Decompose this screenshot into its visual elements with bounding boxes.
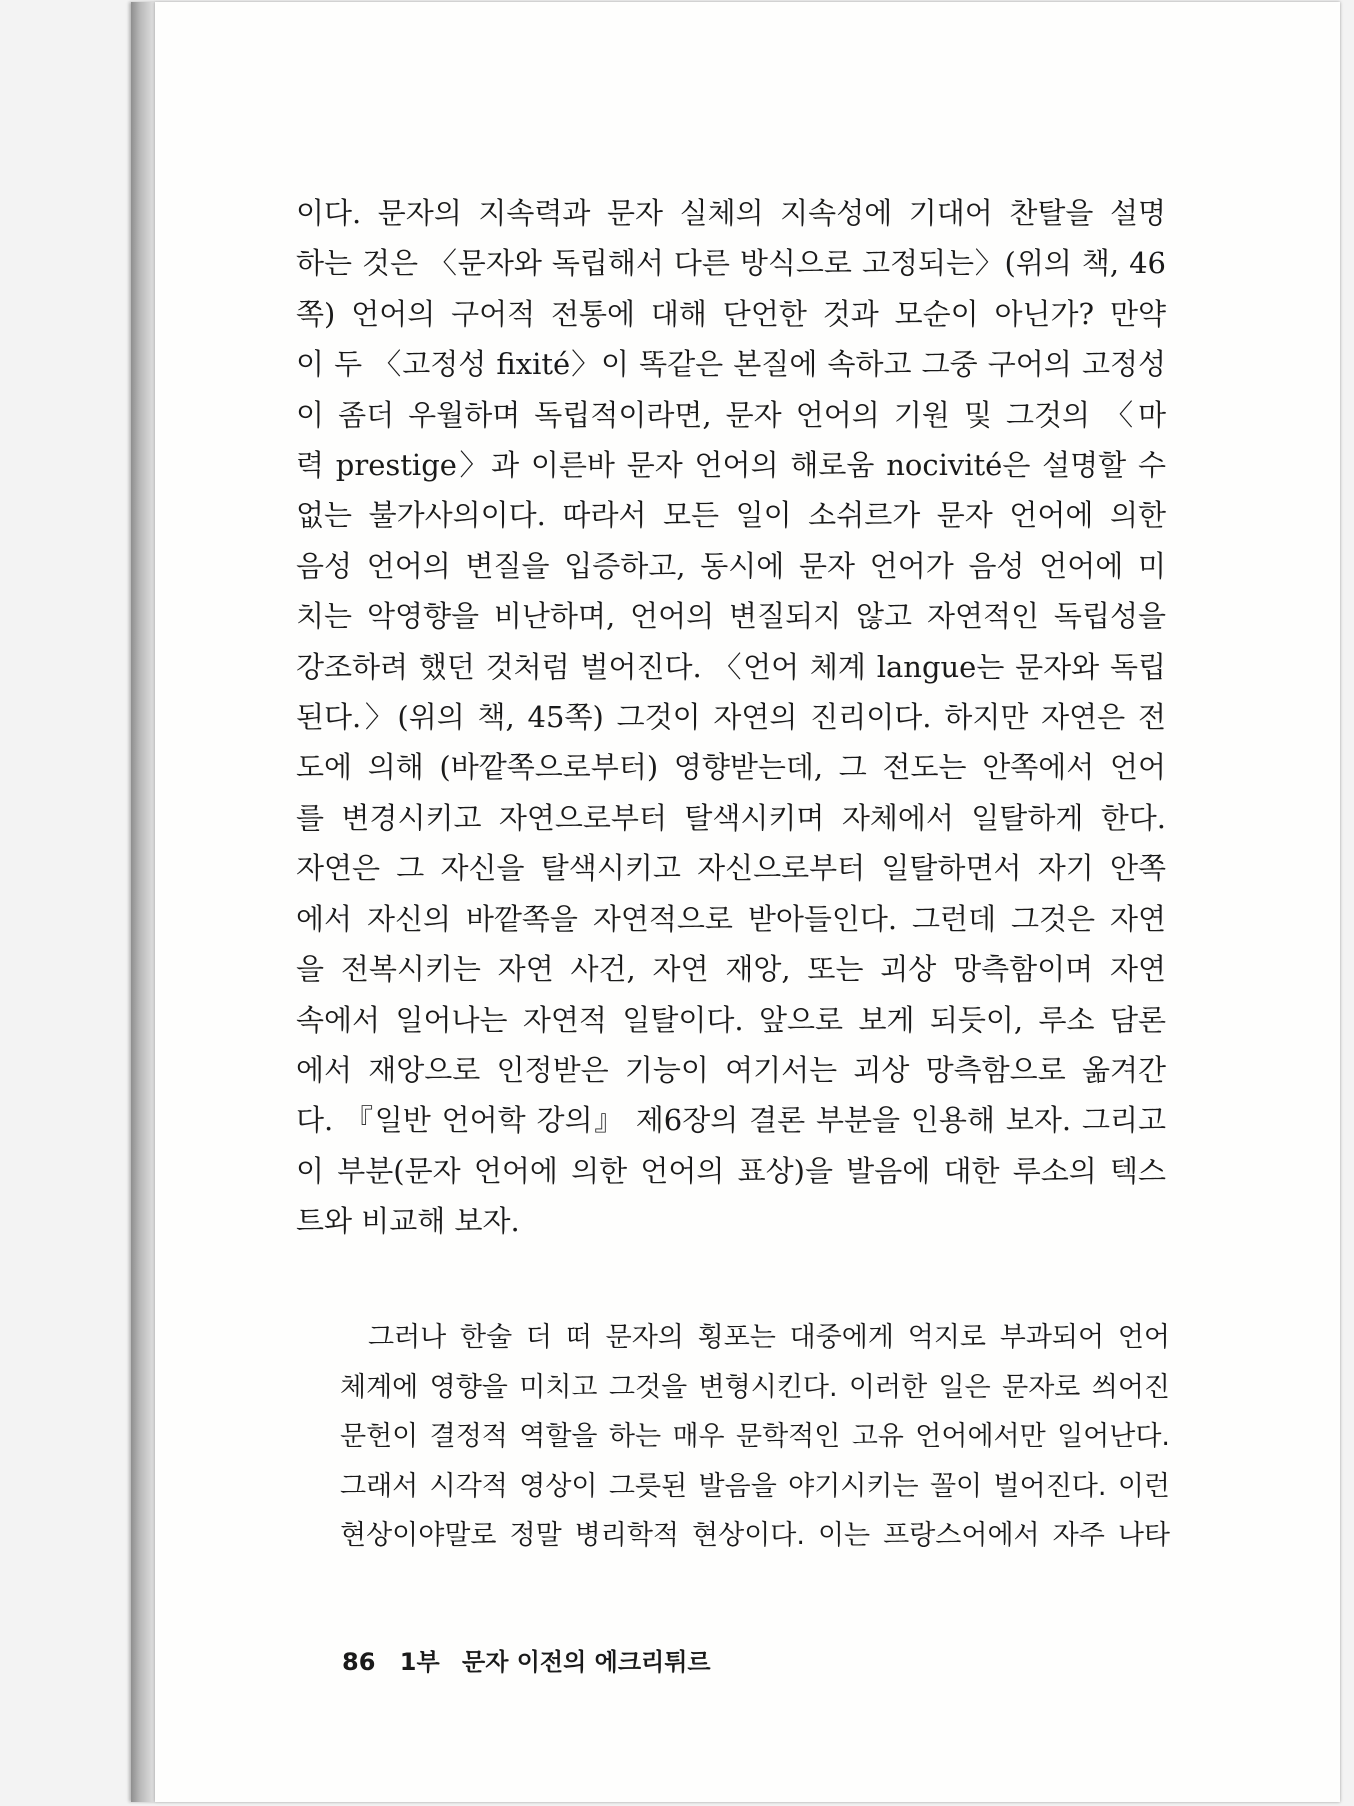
body-line: 음성 언어의 변질을 입증하고, 동시에 문자 언어가 음성 언어에 미 <box>296 548 1166 583</box>
body-line: 쪽) 언어의 구어적 전통에 대해 단언한 것과 모순이 아닌가? 만약 <box>296 296 1166 331</box>
body-line: 치는 악영향을 비난하며, 언어의 변질되지 않고 자연적인 독립성을 <box>296 599 1166 634</box>
page-number: 86 <box>342 1648 376 1676</box>
body-line: 트와 비교해 보자. <box>296 1204 520 1239</box>
body-line: 에서 재앙으로 인정받은 기능이 여기서는 괴상 망측함으로 옮겨간 <box>296 1052 1166 1087</box>
block-quotation <box>340 1313 1170 1561</box>
book-page-edge <box>131 2 157 1802</box>
quote-line: 문헌이 결정적 역할을 하는 매우 문학적인 고유 언어에서만 일어난다. <box>340 1421 1170 1452</box>
part-label: 1부 <box>399 1648 440 1676</box>
quote-line: 현상이야말로 정말 병리학적 현상이다. 이는 프랑스어에서 자주 나타 <box>340 1520 1170 1551</box>
body-line: 에서 자신의 바깥쪽을 자연적으로 받아들인다. 그런데 그것은 자연 <box>296 901 1166 936</box>
body-line: 속에서 일어나는 자연적 일탈이다. 앞으로 보게 되듯이, 루소 담론 <box>296 1002 1166 1037</box>
body-line: 없는 불가사의이다. 따라서 모든 일이 소쉬르가 문자 언어에 의한 <box>296 498 1166 533</box>
quote-line: 그러나 한술 더 떠 문자의 횡포는 대중에게 억지로 부과되어 언어 <box>368 1322 1170 1353</box>
body-line: 자연은 그 자신을 탈색시키고 자신으로부터 일탈하면서 자기 안쪽 <box>296 851 1166 886</box>
body-paragraph <box>296 188 1166 1247</box>
quote-line: 그래서 시각적 영상이 그릇된 발음을 야기시키는 꼴이 벌어진다. 이런 <box>340 1470 1170 1502</box>
body-line: 를 변경시키고 자연으로부터 탈색시키며 자체에서 일탈하게 한다. <box>296 800 1166 835</box>
body-line: 이다. 문자의 지속력과 문자 실체의 지속성에 기대어 찬탈을 설명 <box>296 196 1166 230</box>
body-line: 이 좀더 우월하며 독립적이라면, 문자 언어의 기원 및 그것의 〈마 <box>296 397 1166 432</box>
body-line: 을 전복시키는 자연 사건, 자연 재앙, 또는 괴상 망측함이며 자연 <box>296 952 1166 987</box>
part-title: 문자 이전의 에크리튀르 <box>462 1648 711 1676</box>
body-line: 강조하려 했던 것처럼 벌어진다. 〈언어 체계 langue는 문자와 독립 <box>296 649 1166 684</box>
body-line: 력 prestige〉과 이른바 문자 언어의 해로움 nocivité은 설명할 수 <box>296 448 1166 483</box>
body-line: 이 두 〈고정성 fixité〉이 똑같은 본질에 속하고 그중 구어의 고정성 <box>296 347 1166 382</box>
page-footer <box>342 1642 711 1677</box>
quote-line: 체계에 영향을 미치고 그것을 변형시킨다. 이러한 일은 문자로 씌어진 <box>340 1371 1170 1403</box>
body-line: 이 부분(문자 언어에 의한 언어의 표상)을 발음에 대한 루소의 텍스 <box>296 1153 1166 1188</box>
body-line: 도에 의해 (바깥쪽으로부터) 영향받는데, 그 전도는 안쪽에서 언어 <box>296 750 1166 785</box>
body-line: 하는 것은 〈문자와 독립해서 다른 방식으로 고정되는〉(위의 책, 46 <box>296 246 1166 281</box>
body-line: 다. 『일반 언어학 강의』 제6장의 결론 부분을 인용해 보자. 그리고 <box>296 1103 1166 1138</box>
body-line: 된다.〉(위의 책, 45쪽) 그것이 자연의 진리이다. 하지만 자연은 전 <box>296 700 1166 735</box>
